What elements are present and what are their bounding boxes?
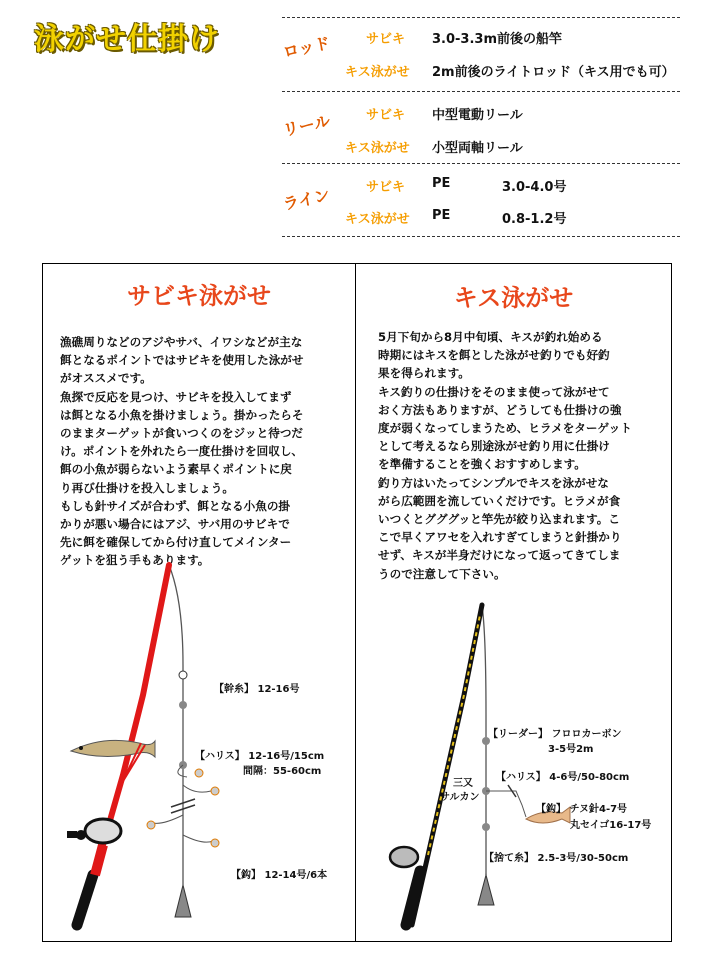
method-label: キス泳がせ [345,141,410,156]
method-label: キス泳がせ [345,212,410,227]
sabiki-heading: サビキ泳がせ [127,282,271,310]
kisu-hook-label-2: 丸セイゴ16-17号 [570,820,652,831]
method-label: サビキ [366,32,406,47]
sabiki-description: 漁礁周りなどのアジやサバ、イワシなどが主な 餌となるポイントではサビキを使用した泳がせ がオススメです。 魚探で反応を見つけ、サビキを投入してまず は餌となる小魚を掛けましょう。掛かったらそ のままターゲットが食いつくのをジッと待つだ け。ポイントを外れたら一度仕掛けを回収し、 餌の小魚が弱らないよう素早くポイントに戻 り再び仕掛けを投入しましょう。 もしも針サイズが合わず、餌となる小魚の掛 かりが悪い場合にはアジ、サバ用のサビキで 先に餌を確保してから付け直してメインター ゲットを狙う手もあります。 [60,335,304,568]
leader-label: 【リーダー】 フロロカーボン [488,729,622,740]
interval-label: 間隔：55-60cm [243,766,322,777]
swivel-label-2: サルカン [440,792,480,803]
sinker-icon [478,875,494,905]
divider [282,163,680,164]
leader-size-label: 3-5号2m [548,744,594,755]
category-rod: ロッド [281,33,332,62]
swivel-label: 三又 [453,778,473,789]
harisu-label: 【ハリス】 12-16号/15cm [195,751,325,762]
spec-value: 3.0-3.3m前後の船竿 [432,32,563,47]
spec-value: 小型両軸リール [432,141,523,156]
sute-ito-label: 【捨て糸】 2.5-3号/30-50cm [484,853,629,864]
spec-value: PE [432,208,451,223]
kisu-heading: キス泳がせ [453,284,574,312]
kisu-description: 5月下旬から8月中旬頃、キスが釣れ始める 時期にはキスを餌とした泳がせ釣りでも好釣 果を得られます。 キス釣りの仕掛けをそのまま使って泳がせて おく方法もありますが、どうしても仕掛けの強 度が弱くなってしまうため、ヒラメをターゲット として考えるなら別途泳がせ釣り用に仕掛け を準備することを強くおすすめします。 釣り方はいたってシンプルでキスを泳がせな がら広範囲を流していくだけです。ヒラメが食 いつくとグググッと竿先が絞り込まれます。こ こで早くアワセを入れすぎてしまうと針掛かり せず、キスが半身だけになって返ってきてしま うので注意して下さい。 [378,330,632,581]
spec-size: 0.8-1.2号 [502,212,567,227]
kisu-harisu-label: 【ハリス】 4-6号/50-80cm [496,772,630,783]
divider [282,236,680,237]
spec-value: 2m前後のライトロッド（キス用でも可） [432,65,675,80]
method-label: サビキ [366,180,406,195]
spec-value: 中型電動リール [432,108,523,123]
reel-icon [76,819,121,843]
mikiito-label: 【幹糸】 12-16号 [214,684,300,695]
category-reel: リール [281,111,332,140]
category-line: ライン [281,185,332,214]
divider [282,91,680,92]
reel-icon [390,847,418,867]
method-label: サビキ [366,108,406,123]
spec-value: PE [432,176,451,191]
method-label: キス泳がせ [345,65,410,80]
divider [282,17,680,18]
hook-label: 【鈎】 12-14号/6本 [231,870,328,881]
kisu-hook-label: 【鈎】 チヌ針4-7号 [536,804,628,815]
page-title: 泳がせ仕掛け [34,22,220,57]
spec-size: 3.0-4.0号 [502,180,567,195]
sinker-icon [175,885,191,917]
